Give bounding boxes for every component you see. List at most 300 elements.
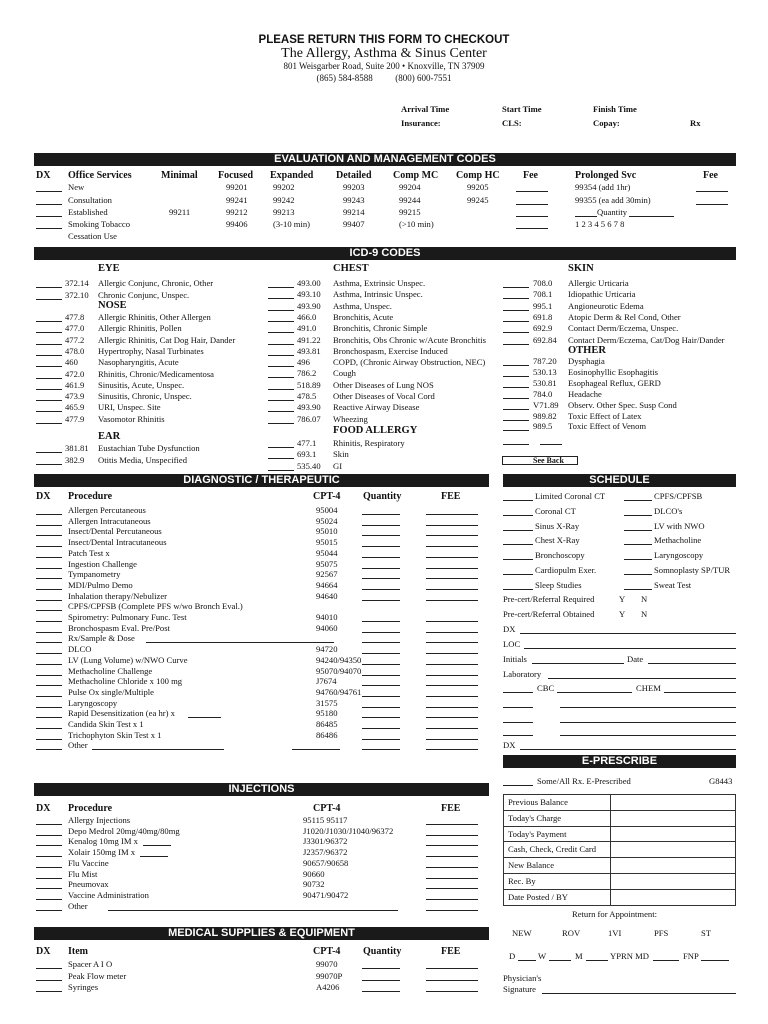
- diag-fee-line[interactable]: [426, 664, 478, 665]
- icd-check-line[interactable]: [268, 321, 294, 322]
- diag-qty-line[interactable]: [362, 578, 400, 579]
- diag-qty-line[interactable]: [362, 717, 400, 718]
- diag-fee-line[interactable]: [426, 642, 478, 643]
- diag-qty-line[interactable]: [362, 749, 400, 750]
- diag-cpt-code: 95044: [316, 547, 338, 558]
- xolair-line[interactable]: [140, 856, 168, 857]
- inj-dx-line[interactable]: [36, 824, 62, 825]
- diag-fee-line[interactable]: [426, 546, 478, 547]
- balance-value-cell[interactable]: [611, 810, 736, 826]
- diag-dx-line[interactable]: [36, 525, 62, 526]
- icd-code: 478.0: [65, 345, 85, 356]
- icd-code: 693.1: [297, 449, 317, 460]
- diag-fee-line[interactable]: [426, 535, 478, 536]
- icd-check-line[interactable]: [268, 400, 294, 401]
- icd-check-line[interactable]: [268, 458, 294, 459]
- lab-check-line[interactable]: [503, 722, 533, 723]
- rapid-desens-line[interactable]: [188, 717, 221, 718]
- diag-cpt-code: 94760/94761: [316, 686, 362, 697]
- arrival-time-label: Arrival Time: [401, 104, 450, 114]
- date-line[interactable]: [648, 663, 736, 664]
- icd-description: Skin: [333, 449, 349, 460]
- sched-check-line[interactable]: [503, 515, 533, 516]
- icd-description: Toxic Effect of Latex: [568, 410, 642, 421]
- em-dx-line[interactable]: [36, 191, 62, 192]
- icd-check-line[interactable]: [503, 365, 529, 366]
- diag-fee-line[interactable]: [426, 685, 478, 686]
- em-minimal-header: Minimal: [161, 170, 198, 181]
- diag-dx-line[interactable]: [36, 642, 62, 643]
- sched-item-label: Methacholine: [654, 535, 702, 546]
- diag-qty-line[interactable]: [362, 696, 400, 697]
- diag-procedure: Pulse Ox single/Multiple: [68, 686, 154, 697]
- icd-check-line[interactable]: [36, 366, 62, 367]
- icd-check-line[interactable]: [503, 287, 529, 288]
- eprescribe-section-bar: E-PRESCRIBE: [503, 755, 736, 768]
- icd-code: 692.84: [533, 334, 557, 345]
- diag-qty-line[interactable]: [362, 632, 400, 633]
- diag-procedure: Laryngoscopy: [68, 697, 118, 708]
- appt-d-line[interactable]: [518, 960, 536, 961]
- icd-check-line[interactable]: [268, 287, 294, 288]
- sched-check-line[interactable]: [503, 500, 533, 501]
- em-prolonged-text: 1 2 3 4 5 6 7 8: [575, 219, 625, 229]
- diag-fee-line[interactable]: [426, 600, 478, 601]
- diag-other-cpt-line[interactable]: [292, 749, 340, 750]
- icd-description: Eustachian Tube Dysfunction: [98, 443, 200, 453]
- diag-qty-line[interactable]: [362, 685, 400, 686]
- sched-item-label: DLCO's: [654, 505, 683, 516]
- inj-dx-line[interactable]: [36, 910, 62, 911]
- inj-fee-line[interactable]: [426, 888, 478, 889]
- sup-fee-line[interactable]: [426, 980, 478, 981]
- inj-other-line[interactable]: [108, 910, 398, 911]
- icd-check-line[interactable]: [36, 423, 62, 424]
- inj-fee-line[interactable]: [426, 835, 478, 836]
- icd-check-line[interactable]: [36, 332, 62, 333]
- sup-dx-line[interactable]: [36, 980, 62, 981]
- diag-dx-line[interactable]: [36, 664, 62, 665]
- balance-value-cell[interactable]: [611, 842, 736, 858]
- diag-other-line[interactable]: [92, 749, 224, 750]
- icd-code: 478.5: [297, 391, 317, 401]
- icd-check-line[interactable]: [268, 389, 294, 390]
- em-quantity-line[interactable]: [629, 216, 674, 217]
- icd-description: Hypertrophy, Nasal Turbinates: [98, 345, 204, 356]
- diag-qty-line[interactable]: [362, 568, 400, 569]
- diag-dx-line[interactable]: [36, 675, 62, 676]
- precert-obtained-y[interactable]: Y: [619, 609, 626, 619]
- appt-m-line[interactable]: [586, 960, 608, 961]
- sched-check-line[interactable]: [503, 589, 533, 590]
- icd-check-line[interactable]: [268, 411, 294, 412]
- diag-qty-line[interactable]: [362, 653, 400, 654]
- precert-required-n[interactable]: N: [641, 594, 648, 604]
- em-expanded-code: 99202: [273, 182, 295, 192]
- icd-check-line[interactable]: [36, 355, 62, 356]
- diag-cpt-code: 94060: [316, 622, 338, 633]
- diag-dx-line[interactable]: [36, 610, 62, 611]
- diag-qty-line[interactable]: [362, 728, 400, 729]
- icd-description: Other Diseases of Vocal Cord: [333, 391, 435, 401]
- diag-dx-line[interactable]: [36, 514, 62, 515]
- balance-value-cell[interactable]: [611, 889, 736, 905]
- diag-dx-line[interactable]: [36, 717, 62, 718]
- icd-code: 708.1: [533, 289, 553, 300]
- diag-fee-header: FEE: [441, 491, 461, 502]
- em-service-label: Cessation Use: [68, 231, 117, 241]
- diag-dx-line[interactable]: [36, 653, 62, 654]
- loc-line[interactable]: [524, 648, 736, 649]
- icd-description: Allergic Rhinitis, Cat Dog Hair, Dander: [98, 334, 236, 345]
- rx-sample-line[interactable]: [146, 642, 334, 643]
- inj-dx-line[interactable]: [36, 845, 62, 846]
- appt-fnp-line[interactable]: [701, 960, 729, 961]
- start-time-label: Start Time: [502, 104, 542, 114]
- sup-qty-line[interactable]: [362, 980, 400, 981]
- balance-value-cell[interactable]: [611, 873, 736, 889]
- diag-qty-line[interactable]: [362, 546, 400, 547]
- sup-qty-header: Quantity: [363, 946, 402, 957]
- icd-description: Observ. Other Spec. Susp Cond: [568, 399, 677, 410]
- lab-check-line[interactable]: [503, 707, 533, 708]
- inj-fee-line[interactable]: [426, 856, 478, 857]
- appt-w-label: W: [538, 951, 547, 961]
- em-expanded-code: 99242: [273, 195, 295, 205]
- inj-procedure: Pneumovax: [68, 879, 109, 890]
- icd-check-line[interactable]: [268, 298, 294, 299]
- diag-fee-line[interactable]: [426, 717, 478, 718]
- em-quantity-pre-line[interactable]: [575, 216, 597, 217]
- diag-fee-line[interactable]: [426, 621, 478, 622]
- sup-dx-header: DX: [36, 946, 51, 957]
- em-fee-line[interactable]: [516, 204, 548, 205]
- diag-qty-line[interactable]: [362, 707, 400, 708]
- appt-md-line[interactable]: [653, 960, 679, 961]
- diag-procedure: Trichophyton Skin Test x 1: [68, 729, 162, 740]
- diag-procedure: Bronchospasm Eval. Pre/Post: [68, 622, 170, 633]
- inj-dx-line[interactable]: [36, 867, 62, 868]
- icd-description: Angioneurotic Edema: [568, 300, 644, 311]
- icd-check-line[interactable]: [268, 377, 294, 378]
- inj-dx-line[interactable]: [36, 878, 62, 879]
- sched-check-line[interactable]: [503, 574, 533, 575]
- diag-fee-line[interactable]: [426, 749, 478, 750]
- initials-label: Initials: [503, 654, 527, 664]
- em-fee2-line[interactable]: [696, 191, 728, 192]
- diag-section-bar: DIAGNOSTIC / THERAPEUTIC: [34, 474, 489, 487]
- inj-fee-line[interactable]: [426, 878, 478, 879]
- em-fee-line[interactable]: [516, 191, 548, 192]
- em-prolonged-text: 99355 (ea add 30min): [575, 195, 651, 205]
- em-detailed-code: 99203: [343, 182, 365, 192]
- sup-dx-line[interactable]: [36, 968, 62, 969]
- icd-check-line[interactable]: [268, 423, 294, 424]
- icd-code: 530.81: [533, 377, 557, 388]
- balance-value-cell[interactable]: [611, 858, 736, 874]
- icd-check-line[interactable]: [503, 344, 529, 345]
- sched-check-line[interactable]: [503, 559, 533, 560]
- diag-dx-line[interactable]: [36, 707, 62, 708]
- sched-check-line[interactable]: [624, 589, 652, 590]
- precert-obtained-n[interactable]: N: [641, 609, 648, 619]
- icd-blank-line[interactable]: [540, 444, 562, 445]
- diag-fee-line[interactable]: [426, 525, 478, 526]
- diag-qty-line[interactable]: [362, 664, 400, 665]
- diag-qty-line[interactable]: [362, 514, 400, 515]
- diag-cpt-code: 31575: [316, 697, 338, 708]
- sched-check-line[interactable]: [624, 530, 652, 531]
- diag-dx-line[interactable]: [36, 589, 62, 590]
- icd-check-line[interactable]: [36, 344, 62, 345]
- diag-fee-line[interactable]: [426, 739, 478, 740]
- inj-procedure: Allergy Injections: [68, 815, 131, 825]
- em-dx-line[interactable]: [36, 228, 62, 229]
- signature-line[interactable]: [542, 993, 736, 994]
- diag-fee-line[interactable]: [426, 632, 478, 633]
- sched-item-label: Bronchoscopy: [535, 550, 585, 561]
- lab-line[interactable]: [560, 735, 736, 736]
- icd-check-line[interactable]: [268, 355, 294, 356]
- diag-dx-line[interactable]: [36, 739, 62, 740]
- diag-qty-line[interactable]: [362, 589, 400, 590]
- icd-check-line[interactable]: [36, 389, 62, 390]
- diag-fee-line[interactable]: [426, 707, 478, 708]
- icd-check-line[interactable]: [36, 299, 62, 300]
- icd-check-line[interactable]: [503, 310, 529, 311]
- em-detailed-code: 99214: [343, 207, 365, 217]
- appt-type-new[interactable]: NEW: [512, 928, 532, 938]
- icd-description: Eosinophyllic Esophagitis: [568, 366, 658, 377]
- diag-cpt-header: CPT-4: [313, 491, 341, 502]
- sched-item-label: Sinus X-Ray: [535, 520, 580, 531]
- icd-check-line[interactable]: [503, 376, 529, 377]
- balance-value-cell[interactable]: [611, 795, 736, 811]
- diag-procedure: DLCO: [68, 644, 92, 655]
- diag-dx-line[interactable]: [36, 578, 62, 579]
- appt-w-line[interactable]: [549, 960, 571, 961]
- icd-check-line[interactable]: [503, 332, 529, 333]
- diag-dx-line[interactable]: [36, 749, 62, 750]
- em-fee-header: Fee: [523, 170, 538, 181]
- diag-procedure: Spirometry: Pulmonary Func. Test: [68, 612, 187, 622]
- em-dx-line[interactable]: [36, 216, 62, 217]
- diag-dx-line[interactable]: [36, 568, 62, 569]
- inj-dx-line[interactable]: [36, 856, 62, 857]
- icd-description: Asthma, Extrinsic Unspec.: [333, 278, 426, 288]
- icd-check-line[interactable]: [503, 430, 529, 431]
- icd-check-line[interactable]: [503, 298, 529, 299]
- sched-check-line[interactable]: [503, 544, 533, 545]
- lab-check-line[interactable]: [503, 735, 533, 736]
- diag-qty-line[interactable]: [362, 739, 400, 740]
- diag-dx-line[interactable]: [36, 546, 62, 547]
- diag-qty-line[interactable]: [362, 642, 400, 643]
- em-fee-line[interactable]: [516, 216, 548, 217]
- icd-check-line[interactable]: [503, 321, 529, 322]
- date-label: Date: [627, 654, 644, 664]
- em-service-label: New: [68, 182, 85, 192]
- eye-heading: EYE: [98, 263, 120, 274]
- icd-description: Wheezing: [333, 413, 368, 424]
- sup-fee-line[interactable]: [426, 968, 478, 969]
- inj-cpt-code: 90660: [303, 868, 325, 879]
- appt-type-rov[interactable]: ROV: [562, 928, 581, 938]
- sup-qty-line[interactable]: [362, 991, 400, 992]
- diag-qty-line[interactable]: [362, 675, 400, 676]
- chem-line[interactable]: [664, 692, 736, 693]
- sched-check-line[interactable]: [624, 574, 652, 575]
- diag-procedure: Insect/Dental Intracutaneous: [68, 537, 167, 548]
- diag-dx-line[interactable]: [36, 557, 62, 558]
- em-compmc-header: Comp MC: [393, 170, 439, 181]
- eprescribe-label: Some/All Rx. E-Prescribed: [537, 776, 631, 786]
- icd-check-line[interactable]: [36, 464, 62, 465]
- icd-check-line[interactable]: [503, 409, 529, 410]
- icd-check-line[interactable]: [36, 400, 62, 401]
- icd-check-line[interactable]: [268, 310, 294, 311]
- icd-check-line[interactable]: [503, 387, 529, 388]
- diag-fee-line[interactable]: [426, 578, 478, 579]
- sched-check-line[interactable]: [624, 544, 652, 545]
- diag-fee-line[interactable]: [426, 557, 478, 558]
- diag-dx-line[interactable]: [36, 728, 62, 729]
- diag-fee-line[interactable]: [426, 514, 478, 515]
- diag-fee-line[interactable]: [426, 728, 478, 729]
- sched-dx-line[interactable]: [520, 633, 736, 634]
- icd-check-line[interactable]: [36, 378, 62, 379]
- inj-procedure: Xolair 150mg IM x: [68, 847, 136, 858]
- appt-type-1vi[interactable]: 1VI: [608, 928, 622, 938]
- icd-check-line[interactable]: [268, 366, 294, 367]
- sched-check-line[interactable]: [624, 559, 652, 560]
- sched-check-line[interactable]: [503, 530, 533, 531]
- diag-dx-line[interactable]: [36, 632, 62, 633]
- icd-blank-line[interactable]: [503, 444, 529, 445]
- inj-fee-line[interactable]: [426, 824, 478, 825]
- diag-dx-line[interactable]: [36, 621, 62, 622]
- icd-code: 372.14: [65, 278, 89, 288]
- icd-description: Contact Derm/Eczema, Cat/Dog Hair/Dander: [568, 334, 725, 345]
- inj-fee-line[interactable]: [426, 910, 478, 911]
- diag-procedure: Methacholine Chloride x 100 mg: [68, 676, 183, 687]
- sched-dx2-line[interactable]: [520, 749, 736, 750]
- diag-dx-header: DX: [36, 491, 51, 502]
- em-fee2-line[interactable]: [696, 204, 728, 205]
- balance-table: [503, 794, 736, 906]
- balance-label: Today's Charge: [504, 810, 611, 826]
- diag-dx-line[interactable]: [36, 535, 62, 536]
- eprescribe-check-line[interactable]: [503, 785, 533, 786]
- diag-fee-line[interactable]: [426, 568, 478, 569]
- diag-cpt-code: 95004: [316, 505, 338, 515]
- injections-section-bar: INJECTIONS: [34, 783, 489, 796]
- icd-check-line[interactable]: [503, 398, 529, 399]
- icd-check-line[interactable]: [268, 470, 294, 471]
- balance-label: New Balance: [504, 858, 611, 874]
- icd-check-line[interactable]: [268, 447, 294, 448]
- diag-dx-line[interactable]: [36, 696, 62, 697]
- diag-qty-line[interactable]: [362, 557, 400, 558]
- icd-check-line[interactable]: [36, 452, 62, 453]
- diag-cpt-code: 92567: [316, 569, 338, 580]
- appt-type-pfs[interactable]: PFS: [654, 928, 669, 938]
- diag-cpt-code: 94664: [316, 579, 338, 590]
- inj-dx-line[interactable]: [36, 888, 62, 889]
- inj-dx-line[interactable]: [36, 835, 62, 836]
- diag-fee-line[interactable]: [426, 589, 478, 590]
- sched-check-line[interactable]: [624, 515, 652, 516]
- diag-qty-line[interactable]: [362, 535, 400, 536]
- diag-qty-line[interactable]: [362, 525, 400, 526]
- sup-dx-line[interactable]: [36, 991, 62, 992]
- inj-cpt-header: CPT-4: [313, 803, 341, 814]
- em-prolonged-text: 99354 (add 1hr): [575, 182, 631, 192]
- precert-required-y[interactable]: Y: [619, 594, 626, 604]
- icd-description: Idiopathic Urticaria: [568, 289, 636, 300]
- icd-code: 466.0: [297, 311, 317, 322]
- balance-value-cell[interactable]: [611, 826, 736, 842]
- icd-code: 786.2: [297, 368, 317, 379]
- lab-line[interactable]: [560, 722, 736, 723]
- diag-cpt-code: 94640: [316, 590, 338, 601]
- appt-type-st[interactable]: ST: [701, 928, 712, 938]
- sched-check-line[interactable]: [624, 500, 652, 501]
- icd-check-line[interactable]: [36, 411, 62, 412]
- sup-fee-header: FEE: [441, 946, 461, 957]
- diag-dx-line[interactable]: [36, 600, 62, 601]
- inj-cpt-code: 90732: [303, 879, 325, 890]
- kenalog-line[interactable]: [143, 845, 171, 846]
- inj-dx-line[interactable]: [36, 899, 62, 900]
- diag-dx-line[interactable]: [36, 685, 62, 686]
- cbc-line[interactable]: [557, 692, 632, 693]
- icd-check-line[interactable]: [36, 287, 62, 288]
- sup-fee-line[interactable]: [426, 991, 478, 992]
- icd-section-bar: ICD-9 CODES: [34, 247, 736, 260]
- inj-fee-line[interactable]: [426, 867, 478, 868]
- sched-item-label: Chest X-Ray: [535, 535, 580, 546]
- cbc-check-line[interactable]: [503, 692, 533, 693]
- diag-fee-line[interactable]: [426, 696, 478, 697]
- diag-qty-line[interactable]: [362, 621, 400, 622]
- initials-line[interactable]: [532, 663, 624, 664]
- icd-check-line[interactable]: [36, 321, 62, 322]
- icd-check-line[interactable]: [268, 344, 294, 345]
- inj-fee-line[interactable]: [426, 899, 478, 900]
- lab-line[interactable]: [560, 707, 736, 708]
- return-notice: PLEASE RETURN THIS FORM TO CHECKOUT: [258, 34, 510, 46]
- sup-qty-line[interactable]: [362, 968, 400, 969]
- diag-fee-line[interactable]: [426, 675, 478, 676]
- icd-check-line[interactable]: [268, 332, 294, 333]
- laboratory-line[interactable]: [548, 678, 736, 679]
- em-prolonged-text: Quantity: [597, 207, 628, 217]
- em-dx-line[interactable]: [36, 204, 62, 205]
- signature-label: Signature: [503, 984, 536, 994]
- sched-item-label: Sleep Studies: [535, 579, 582, 590]
- inj-fee-line[interactable]: [426, 845, 478, 846]
- icd-code: 382.9: [65, 455, 85, 465]
- em-service-label: Consultation: [68, 195, 112, 205]
- icd-check-line[interactable]: [503, 420, 529, 421]
- em-fee-line[interactable]: [516, 228, 548, 229]
- appt-yprn-label: YPRN MD: [610, 951, 649, 961]
- icd-code: 493.00: [297, 278, 321, 288]
- em-section-bar: EVALUATION AND MANAGEMENT CODES: [34, 153, 736, 166]
- diag-fee-line[interactable]: [426, 653, 478, 654]
- diag-qty-line[interactable]: [362, 600, 400, 601]
